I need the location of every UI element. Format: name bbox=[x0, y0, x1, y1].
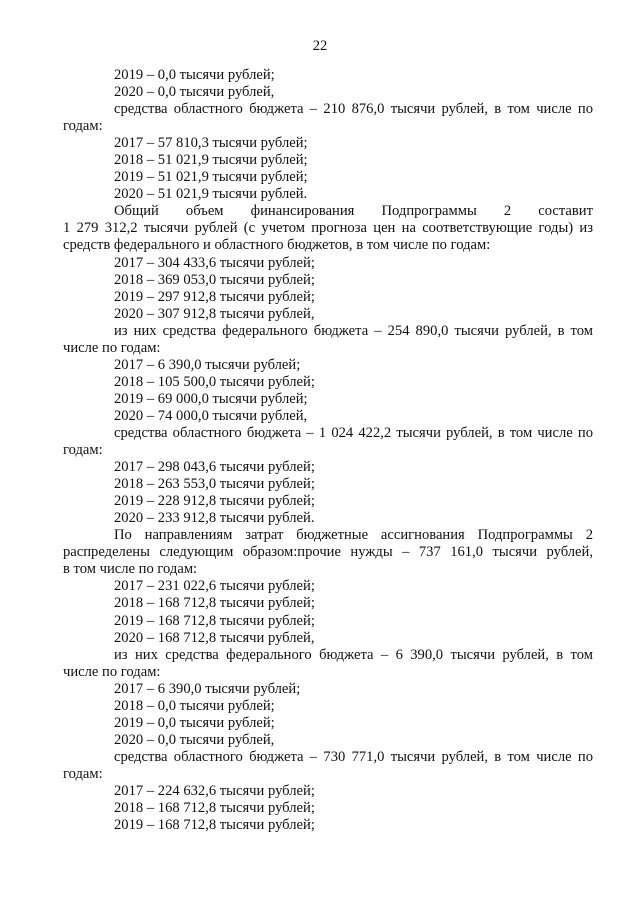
text-line: Общий объем финансирования Подпрограммы 2 составит bbox=[114, 203, 593, 220]
document-body bbox=[63, 67, 593, 834]
text-line: 2020 – 74 000,0 тысячи рублей, bbox=[114, 407, 308, 424]
text-line: 2020 – 51 021,9 тысячи рублей. bbox=[114, 186, 308, 203]
text-line: 2020 – 168 712,8 тысячи рублей, bbox=[114, 629, 315, 646]
text-line: годам: bbox=[63, 765, 103, 782]
text-line: 2019 – 168 712,8 тысячи рублей; bbox=[114, 817, 315, 834]
text-line: 2019 – 228 912,8 тысячи рублей; bbox=[114, 493, 315, 510]
text-line: 2017 – 224 632,6 тысячи рублей; bbox=[114, 782, 315, 799]
text-line: 2018 – 105 500,0 тысячи рублей; bbox=[114, 373, 315, 390]
text-line: 2018 – 168 712,8 тысячи рублей; bbox=[114, 595, 315, 612]
text-line: 2019 – 168 712,8 тысячи рублей; bbox=[114, 612, 315, 629]
text-line: 2019 – 297 912,8 тысячи рублей; bbox=[114, 288, 315, 305]
text-line: 2017 – 57 810,3 тысячи рублей; bbox=[114, 135, 308, 152]
text-line: 2018 – 263 553,0 тысячи рублей; bbox=[114, 476, 315, 493]
text-line: 1 279 312,2 тысячи рублей (с учетом прогноза цен на соответствующие годы) из bbox=[63, 220, 593, 237]
text-line: в том числе по годам: bbox=[63, 561, 198, 578]
text-line: 2020 – 307 912,8 тысячи рублей, bbox=[114, 305, 315, 322]
text-line: средства областного бюджета – 1 024 422,2 тысячи рублей, в том числе по bbox=[114, 424, 593, 441]
text-line: По направлениям затрат бюджетные ассигнования Подпрограммы 2 bbox=[114, 527, 593, 544]
text-line: 2020 – 0,0 тысячи рублей, bbox=[114, 731, 275, 748]
text-line: годам: bbox=[63, 442, 103, 459]
text-line: средств федерального и областного бюджетов, в том числе по годам: bbox=[63, 237, 491, 254]
text-line: годам: bbox=[63, 118, 103, 135]
text-line: 2020 – 233 912,8 тысячи рублей. bbox=[114, 510, 315, 527]
text-line: числе по годам: bbox=[63, 339, 161, 356]
text-line: 2019 – 0,0 тысячи рублей; bbox=[114, 714, 275, 731]
text-line: 2019 – 0,0 тысячи рублей; bbox=[114, 67, 275, 83]
text-line: 2018 – 168 712,8 тысячи рублей; bbox=[114, 800, 315, 817]
text-line: 2017 – 298 043,6 тысячи рублей; bbox=[114, 459, 315, 476]
text-line: 2017 – 231 022,6 тысячи рублей; bbox=[114, 578, 315, 595]
text-line: 2018 – 51 021,9 тысячи рублей; bbox=[114, 152, 308, 169]
text-line: из них средства федерального бюджета – 6 390,0 тысячи рублей, в том bbox=[114, 646, 593, 663]
text-line: 2017 – 6 390,0 тысячи рублей; bbox=[114, 356, 301, 373]
page-number: 22 bbox=[312, 38, 328, 54]
text-line: 2018 – 369 053,0 тысячи рублей; bbox=[114, 271, 315, 288]
text-line: распределены следующим образом:прочие нужды – 737 161,0 тысячи рублей, bbox=[63, 544, 593, 561]
text-line: средства областного бюджета – 210 876,0 тысячи рублей, в том числе по bbox=[114, 101, 593, 118]
text-line: средства областного бюджета – 730 771,0 тысячи рублей, в том числе по bbox=[114, 748, 593, 765]
text-line: числе по годам: bbox=[63, 663, 161, 680]
text-line: 2018 – 0,0 тысячи рублей; bbox=[114, 697, 275, 714]
text-line: 2017 – 304 433,6 тысячи рублей; bbox=[114, 254, 315, 271]
text-line: 2019 – 51 021,9 тысячи рублей; bbox=[114, 169, 308, 186]
text-line: из них средства федерального бюджета – 254 890,0 тысячи рублей, в том bbox=[114, 322, 593, 339]
text-line: 2019 – 69 000,0 тысячи рублей; bbox=[114, 390, 308, 407]
text-line: 2017 – 6 390,0 тысячи рублей; bbox=[114, 680, 301, 697]
text-line: 2020 – 0,0 тысячи рублей, bbox=[114, 84, 275, 101]
